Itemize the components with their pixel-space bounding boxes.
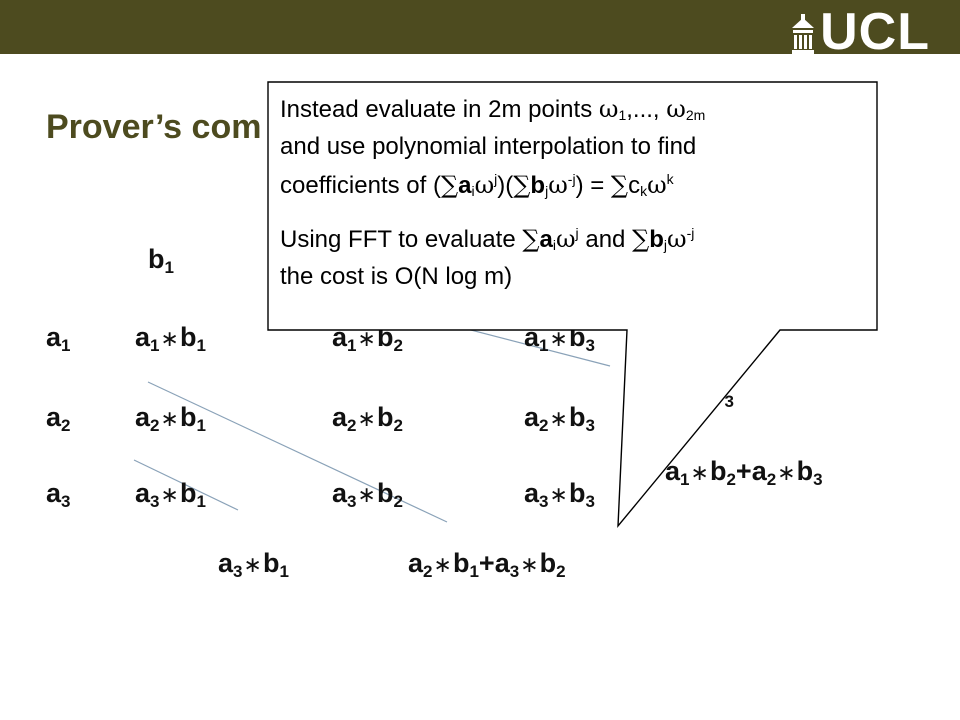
product-cell: $a_1∗b_2$ <box>332 322 403 355</box>
diagonal-sum-bottom-left: $a_3∗b_1$ <box>218 548 289 581</box>
diagonal-sum-right: $a_1∗b_2+a_2∗b_3$ <box>665 456 823 489</box>
callout-paragraph-2: Using FFT to evaluate $\sum a_i\omega^j$ and $\sum b_j\omega^{-j}$ the cost is O(N log m) <box>280 225 695 290</box>
product-cell: $a_1∗b_1$ <box>135 322 206 355</box>
slide-title: Prover’s com <box>46 108 262 146</box>
product-cell: $a_2∗b_1$ <box>135 402 206 435</box>
partial-sum-label: 3 <box>724 392 734 411</box>
row-label-a3: $a_3$ <box>46 478 71 511</box>
product-cell: $a_3∗b_3$ <box>524 478 595 511</box>
product-cell: $a_2∗b_3$ <box>524 402 595 435</box>
callout-paragraph-1: Instead evaluate in 2m points $\omega_1$,..., $\omega_{2m}$ and use polynomial interpolation to find coefficients of $(\sum a_i\omega^j)(\sum b_j\omega^{-j}) = \sum c_k\omega^k$ <box>280 95 706 199</box>
row-label-a1: $a_1$ <box>46 322 71 355</box>
diagonal-sum-bottom-mid: $a_2∗b_1+a_3∗b_2$ <box>408 548 566 581</box>
product-cell: $a_1∗b_3$ <box>524 322 595 355</box>
row-label-a2: $a_2$ <box>46 402 71 435</box>
callout-text <box>280 93 870 303</box>
product-cell: $a_2∗b_2$ <box>332 402 403 435</box>
col-header-b1: $b_1$ <box>148 244 174 277</box>
logo-text: UCL <box>820 3 930 61</box>
product-cell: $a_3∗b_2$ <box>332 478 403 511</box>
product-cell: $a_3∗b_1$ <box>135 478 206 511</box>
